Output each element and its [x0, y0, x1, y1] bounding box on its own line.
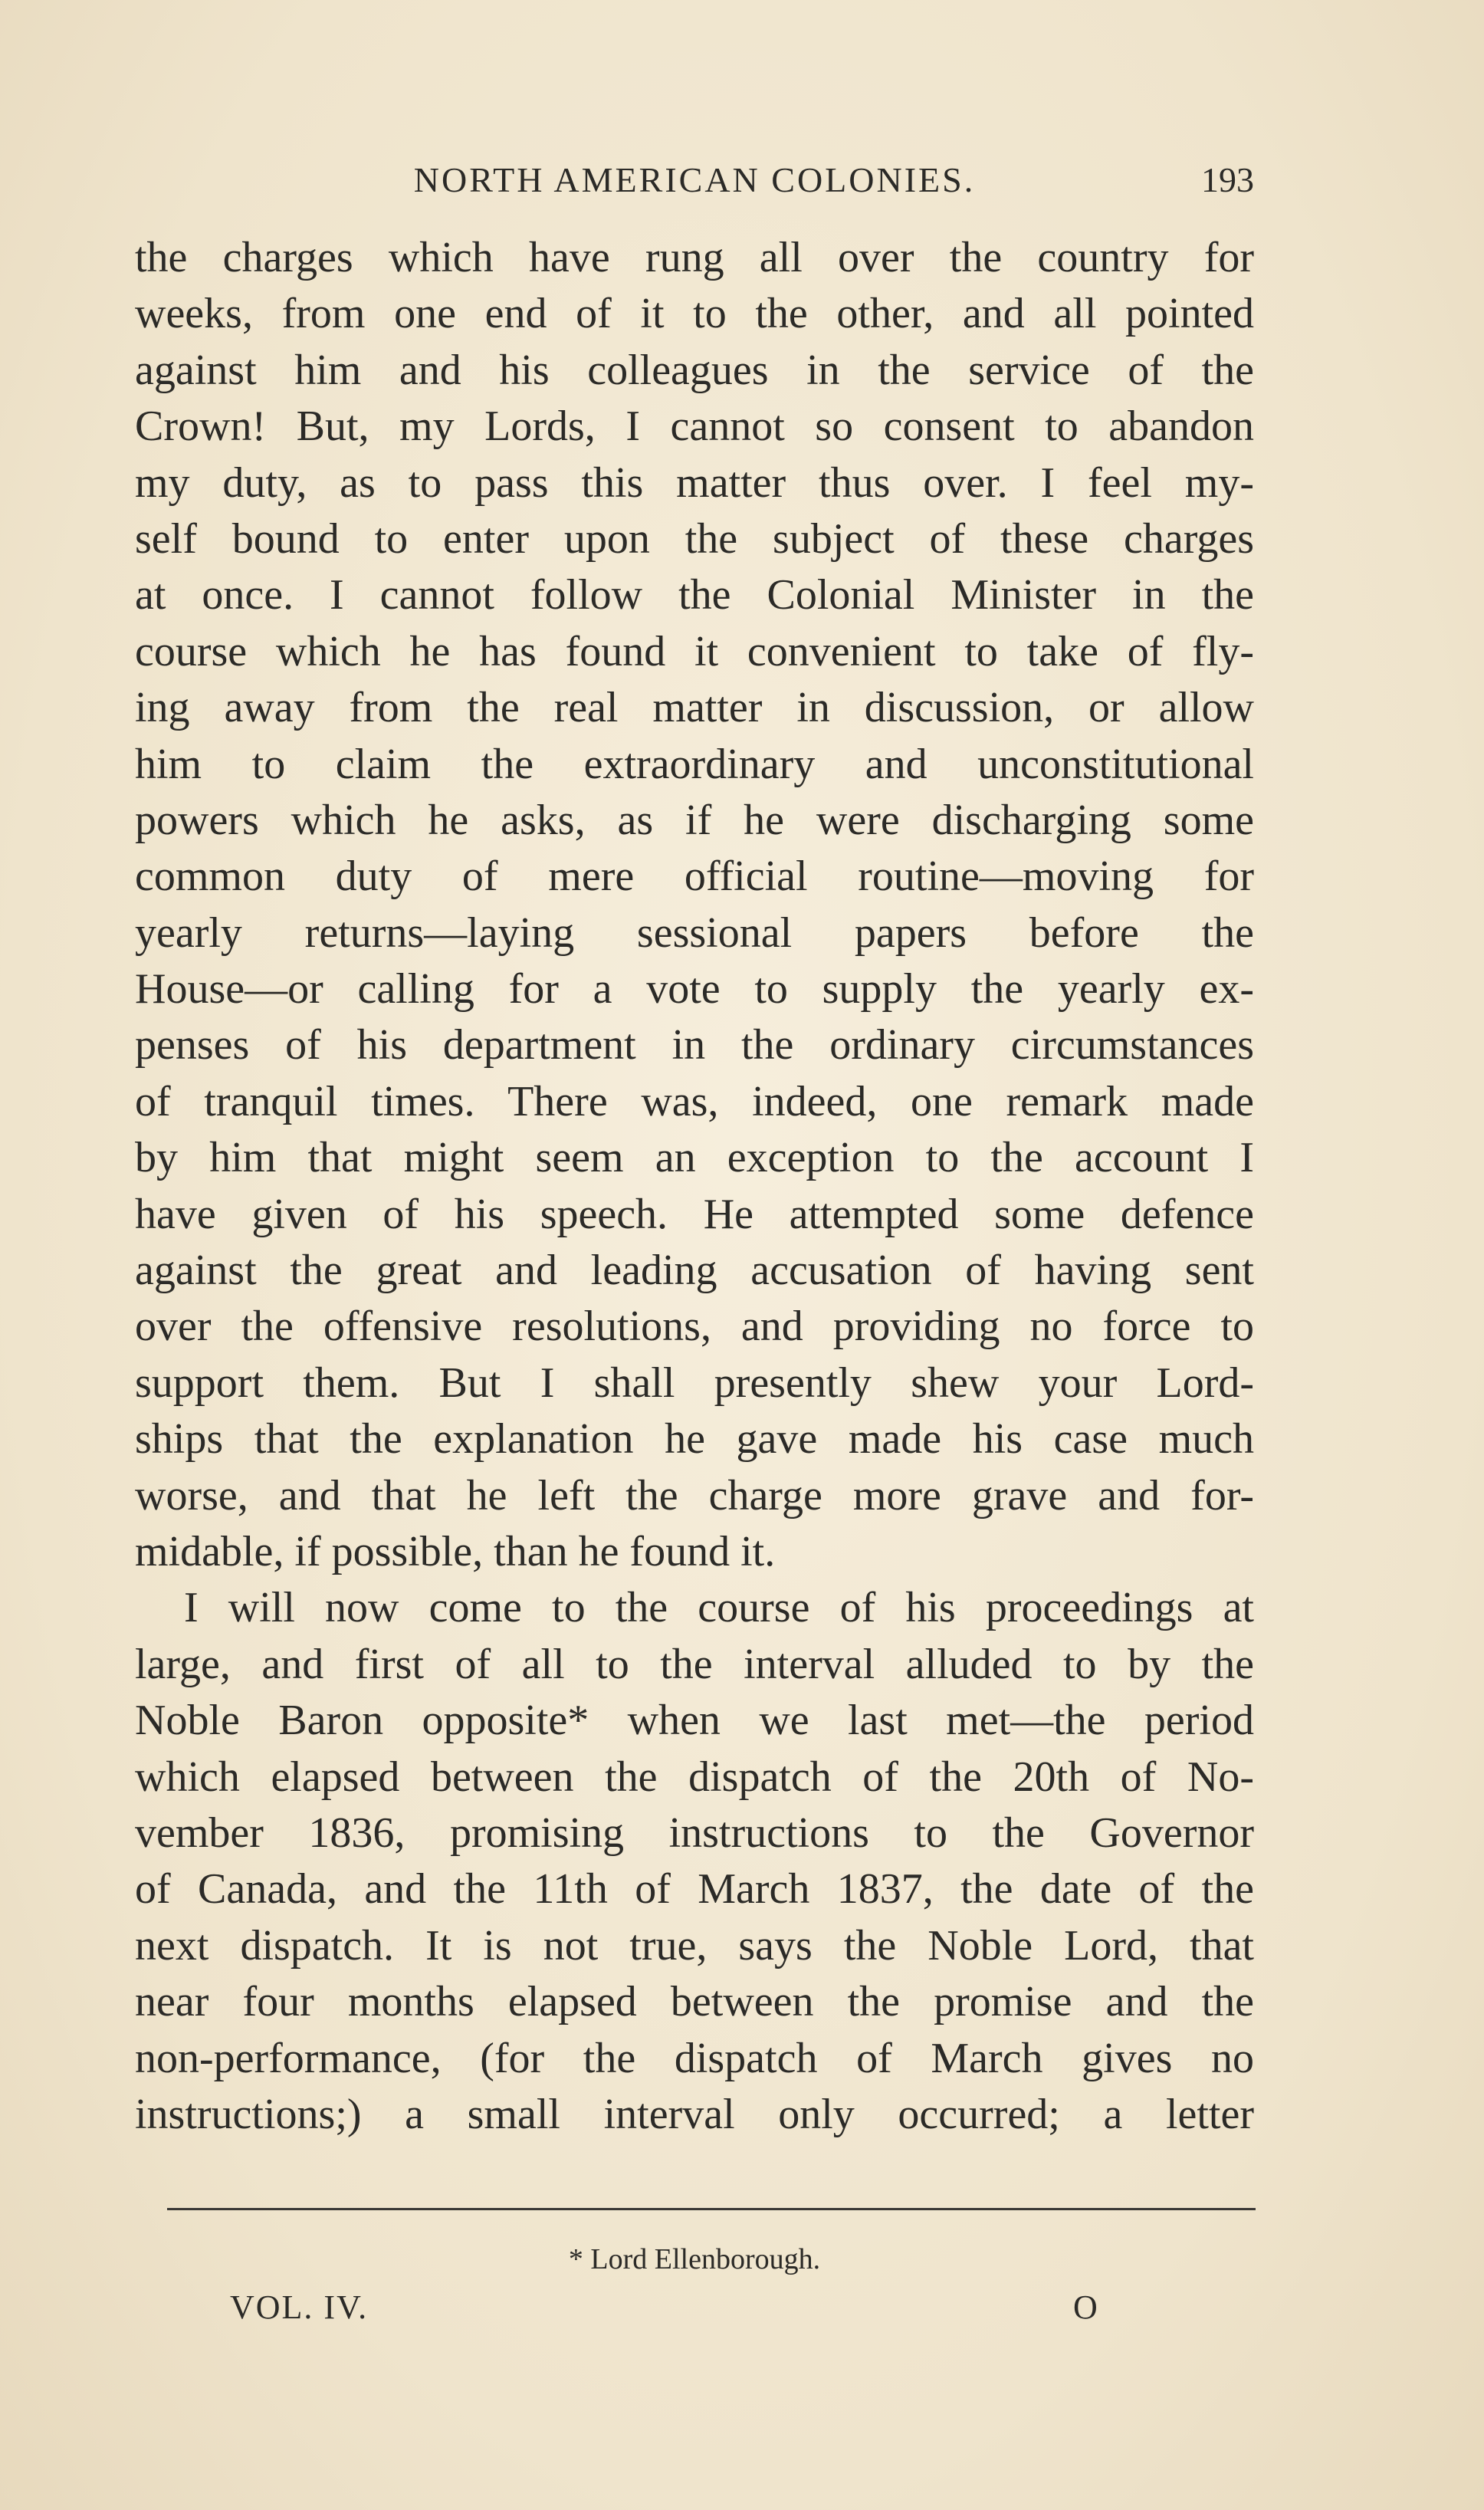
- volume-signature: VOL. IV.: [230, 2288, 369, 2326]
- text-line: large, and first of all to the interval alluded to by the: [135, 1640, 1254, 1688]
- text-line: my duty, as to pass this matter thus over. I feel my-: [135, 458, 1254, 507]
- running-title: NORTH AMERICAN COLONIES.: [413, 160, 976, 199]
- text-line: ing away from the real matter in discussion, or allow: [135, 684, 1254, 732]
- text-line: House—or calling for a vote to supply the yearly ex-: [135, 965, 1254, 1014]
- text-line: the charges which have rung all over the country for: [135, 234, 1254, 281]
- text-line: penses of his department in the ordinary circumstances: [135, 1021, 1254, 1069]
- text-line: by him that might seem an exception to the account I: [135, 1134, 1254, 1182]
- text-line: instructions;) a small interval only occurred; a letter: [135, 2090, 1254, 2138]
- text-line: next dispatch. It is not true, says the Noble Lord, that: [135, 1921, 1254, 1970]
- footnote-rule: [167, 2208, 1256, 2210]
- text-line: ships that the explanation he gave made his case much: [135, 1415, 1254, 1464]
- text-line: of tranquil times. There was, indeed, one remark made: [135, 1077, 1254, 1125]
- text-line: yearly returns—laying sessional papers before the: [135, 908, 1254, 957]
- text-line: weeks, from one end of it to the other, and all pointed: [135, 290, 1254, 338]
- text-line: over the offensive resolutions, and providing no force to: [135, 1303, 1254, 1351]
- text-line: against him and his colleagues in the service of the: [135, 346, 1254, 394]
- text-line: common duty of mere official routine—moving for: [135, 853, 1254, 901]
- text-line: of Canada, and the 11th of March 1837, the date of the: [135, 1865, 1254, 1914]
- signature-mark: O: [1073, 2288, 1098, 2326]
- text-line: Noble Baron opposite* when we last met—the period: [135, 1697, 1254, 1745]
- body-text: [135, 230, 1254, 2143]
- text-line: midable, if possible, than he found it.: [135, 1527, 776, 1575]
- text-line: him to claim the extraordinary and unconstitutional: [135, 740, 1254, 788]
- text-line: powers which he asks, as if he were discharging some: [135, 796, 1254, 844]
- text-line: near four months elapsed between the promise and the: [135, 1978, 1254, 2026]
- text-line: support them. But I shall presently shew your Lord-: [135, 1358, 1254, 1407]
- text-line: have given of his speech. He attempted some defence: [135, 1190, 1254, 1238]
- footnote: * Lord Ellenborough.: [568, 2243, 821, 2275]
- text-line: non-performance, (for the dispatch of March gives no: [135, 2034, 1254, 2082]
- text-line: at once. I cannot follow the Colonial Minister in the: [135, 571, 1254, 619]
- page-number: 193: [1201, 160, 1254, 199]
- text-line: which elapsed between the dispatch of the 20th of No-: [135, 1753, 1254, 1801]
- text-line: vember 1836, promising instructions to the Governor: [135, 1809, 1254, 1857]
- running-head: [135, 157, 1254, 203]
- text-line: self bound to enter upon the subject of these charges: [135, 514, 1254, 563]
- text-line: against the great and leading accusation of having sent: [135, 1247, 1254, 1295]
- text-line: I will now come to the course of his proceedings at: [184, 1584, 1254, 1632]
- text-line: course which he has found it convenient to take of fly-: [135, 627, 1254, 675]
- text-line: worse, and that he left the charge more grave and for-: [135, 1471, 1254, 1519]
- text-line: Crown! But, my Lords, I cannot so consent to abandon: [135, 402, 1254, 451]
